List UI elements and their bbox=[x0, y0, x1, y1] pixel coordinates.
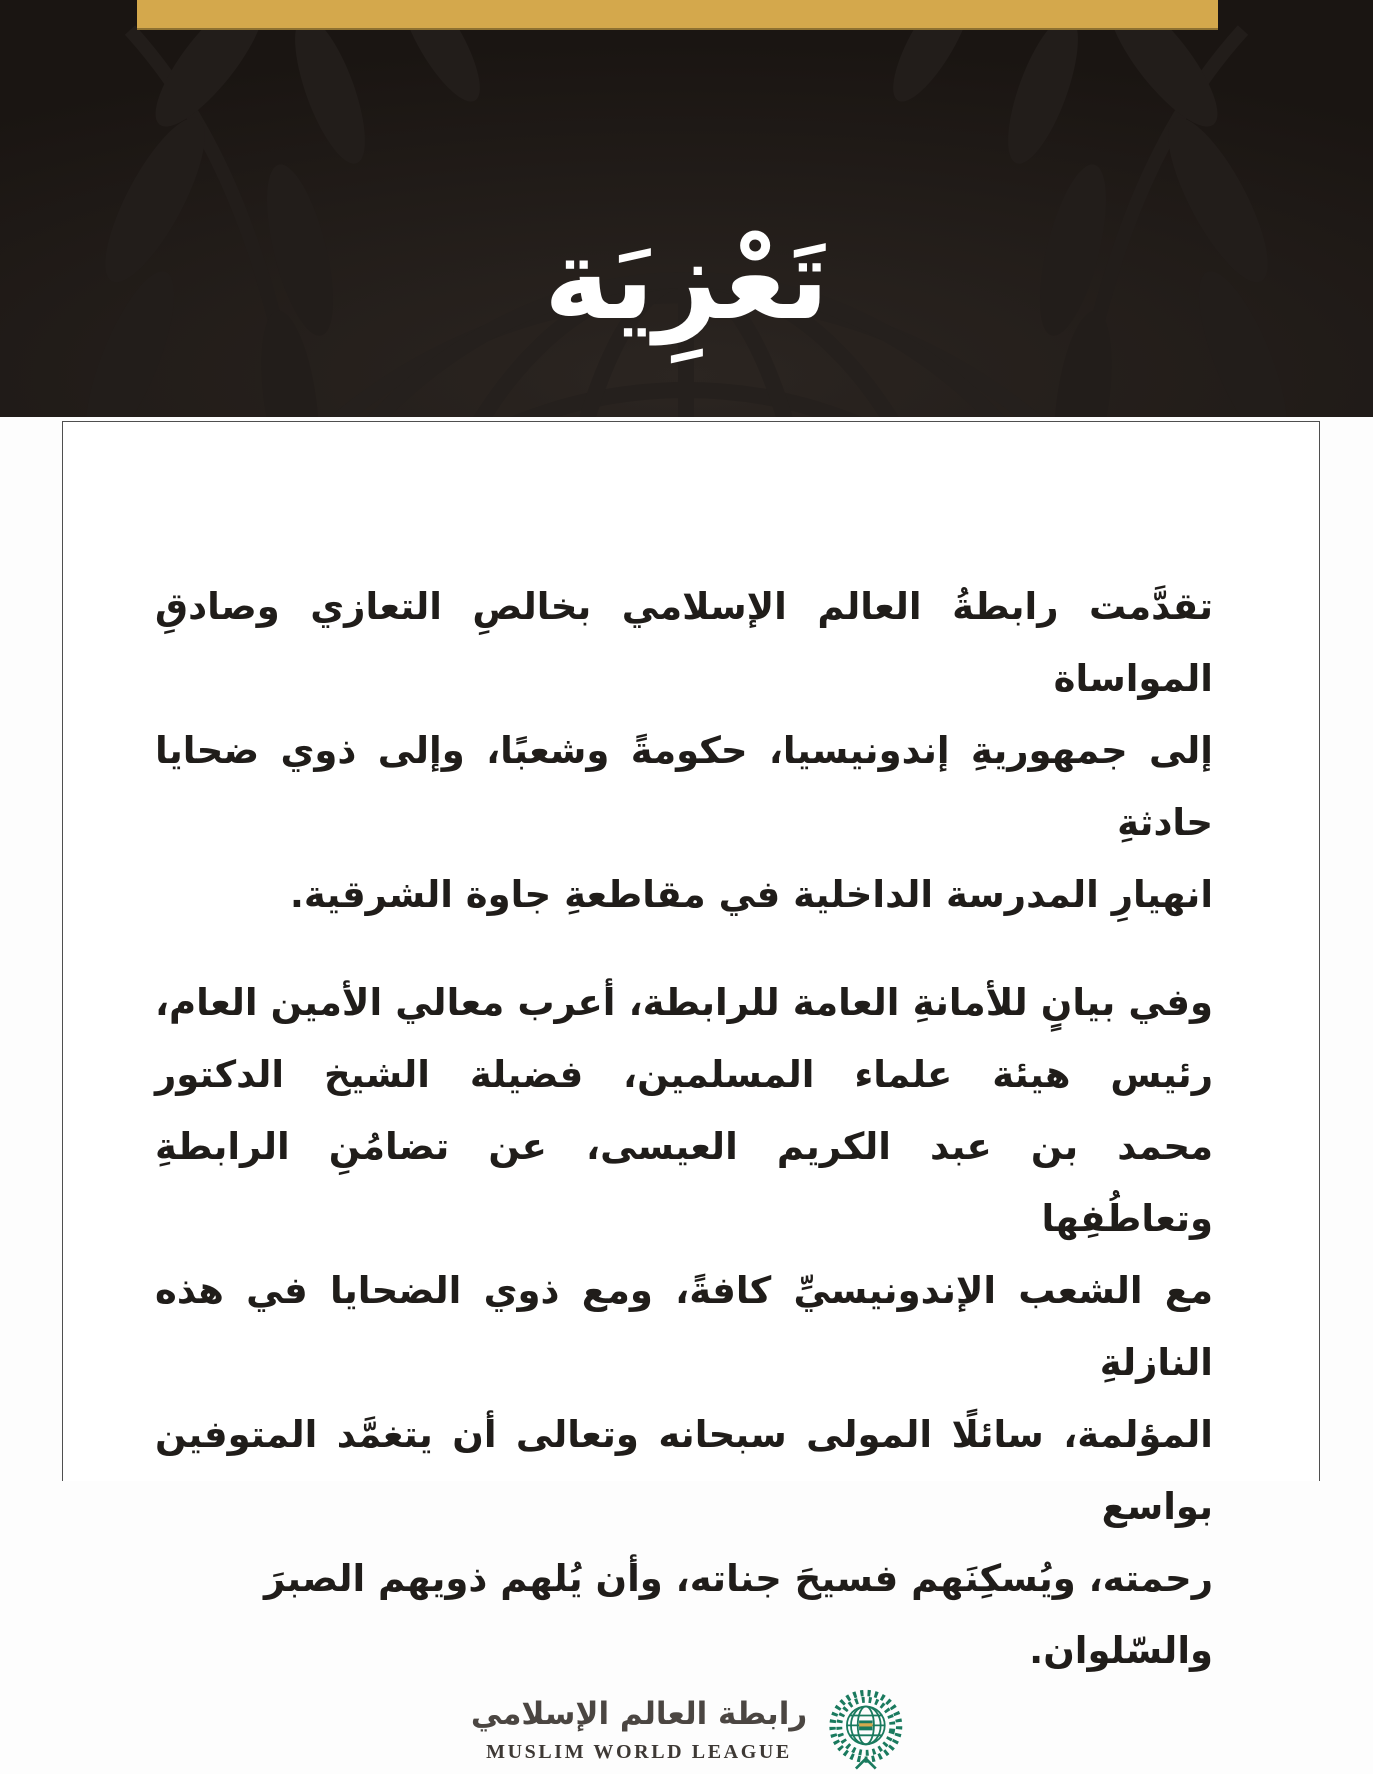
statement-line: رحمته، ويُسكِنَهم فسيحَ جناته، وأن يُلهم ذويهم الصبرَ والسّلوان. bbox=[263, 1557, 1213, 1672]
statement-line: محمد بن عبد الكريم العيسى، عن تضامُنِ الرابطةِ وتعاطُفِها bbox=[155, 1125, 1213, 1240]
statement-line: مع الشعب الإندونيسيِّ كافةً، ومع ذوي الضحايا في هذه النازلةِ bbox=[155, 1269, 1213, 1384]
statement-line: إلى جمهوريةِ إندونيسيا، حكومةً وشعبًا، وإلى ذوي ضحايا حادثةِ bbox=[155, 729, 1213, 844]
header-banner bbox=[0, 0, 1373, 417]
mwl-wreath-globe-emblem bbox=[821, 1684, 911, 1774]
logo-text-column bbox=[471, 1694, 807, 1763]
statement-line: تقدَّمت رابطةُ العالم الإسلامي بخالصِ التعازي وصادقِ المواساة bbox=[155, 585, 1213, 700]
laurel-wreath-icon bbox=[833, 1693, 900, 1769]
statement-paragraph-2 bbox=[155, 967, 1213, 1687]
logo-arabic-calligraphy: رابطة العالم الإسلامي bbox=[470, 1696, 808, 1733]
statement-line: انهيارِ المدرسة الداخلية في مقاطعةِ جاوة الشرقية. bbox=[289, 873, 1213, 916]
gold-accent-bar bbox=[137, 0, 1218, 30]
statement-line: وفي بيانٍ للأمانةِ العامة للرابطة، أعرب معالي الأمين العام، bbox=[155, 981, 1213, 1024]
kaaba-icon bbox=[859, 1720, 873, 1730]
statement-paragraph-1 bbox=[155, 571, 1213, 931]
statement-line: رئيس هيئة علماء المسلمين، فضيلة الشيخ الدكتور bbox=[155, 1053, 1213, 1096]
logo-english-name: MUSLIM WORLD LEAGUE bbox=[486, 1740, 792, 1763]
statement-card bbox=[62, 421, 1320, 1763]
condolence-title-calligraphy: تَعْزِيَة bbox=[544, 215, 829, 345]
statement-line: المؤلمة، سائلًا المولى سبحانه وتعالى أن يتغمَّد المتوفين بواسع bbox=[155, 1413, 1213, 1528]
muslim-world-league-logo bbox=[471, 1684, 911, 1774]
statement-text-block bbox=[63, 422, 1319, 1687]
